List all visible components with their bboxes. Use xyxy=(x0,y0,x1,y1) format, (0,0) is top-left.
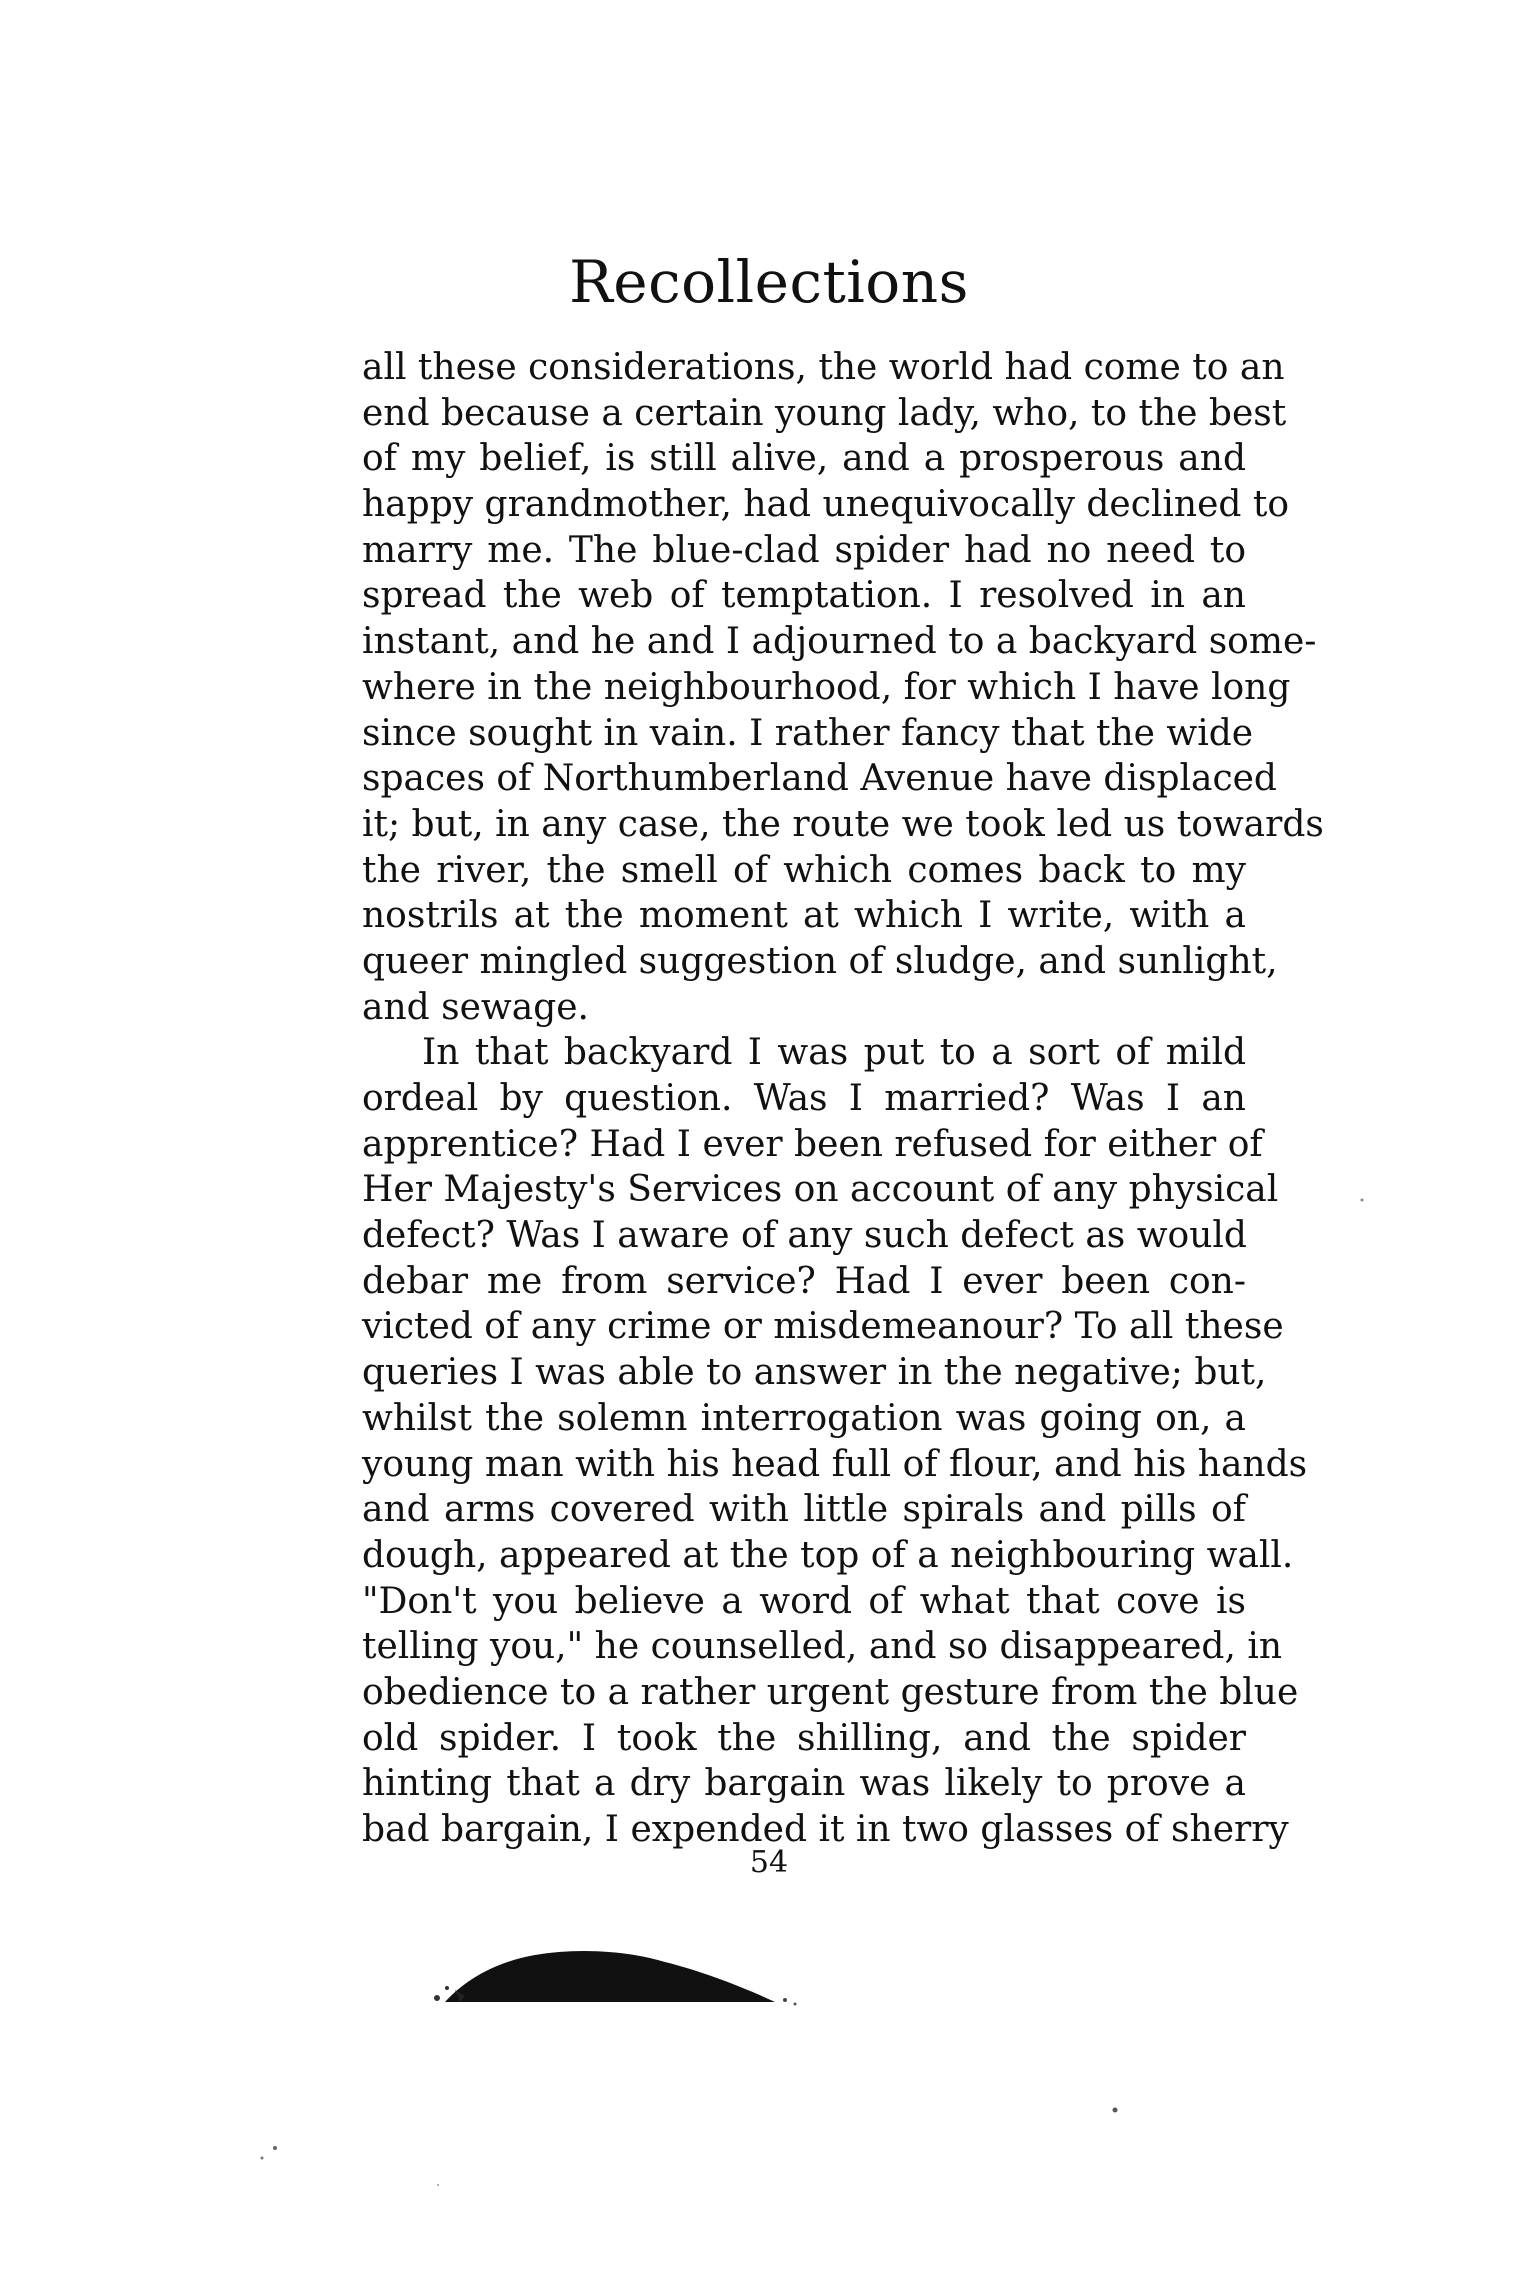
text-line: marry me. The blue-clad spider had no need to xyxy=(362,529,1246,571)
text-line: queries I was able to answer in the negative; but, xyxy=(362,1352,1267,1394)
text-line: of my belief, is still alive, and a prosperous and xyxy=(362,438,1246,480)
text-line: the river, the smell of which comes back to my xyxy=(362,849,1246,891)
paragraph-start-line: In that backyard I was put to a sort of mild xyxy=(422,1032,1246,1074)
text-line: Her Majesty's Services on account of any physical xyxy=(362,1169,1279,1211)
text-line: and arms covered with little spirals and pills of xyxy=(362,1489,1246,1531)
text-line: young man with his head full of flour, and his hands xyxy=(362,1443,1308,1485)
text-line: all these considerations, the world had come to an xyxy=(362,347,1285,388)
text-line: dough, appeared at the top of a neighbouring wall. xyxy=(362,1534,1294,1576)
paragraph-end-line: and sewage. xyxy=(362,986,589,1028)
text-line: hinting that a dry bargain was likely to prove a xyxy=(362,1763,1246,1805)
text-line: defect? Was I aware of any such defect as would xyxy=(362,1215,1247,1257)
text-line: spaces of Northumberland Avenue have displaced xyxy=(362,758,1277,800)
text-line: happy grandmother, had unequivocally declined to xyxy=(362,484,1290,526)
text-line: obedience to a rather urgent gesture from the blue xyxy=(362,1671,1299,1713)
text-line: since sought in vain. I rather fancy that the wide xyxy=(362,712,1254,754)
text-line: telling you," he counselled, and so disappeared, in xyxy=(362,1626,1283,1668)
text-line: apprentice? Had I ever been refused for either of xyxy=(362,1123,1263,1165)
text-line: it; but, in any case, the route we took led us towards xyxy=(362,803,1324,845)
text-line: where in the neighbourhood, for which I have long xyxy=(362,666,1291,708)
text-line: end because a certain young lady, who, to the best xyxy=(362,392,1287,434)
text-line: "Don't you believe a word of what that cove is xyxy=(362,1580,1246,1622)
text-line: victed of any crime or misdemeanour? To all these xyxy=(362,1306,1284,1348)
text-line: nostrils at the moment at which I write, with a xyxy=(362,895,1246,937)
text-line: whilst the solemn interrogation was going on, a xyxy=(362,1397,1246,1439)
running-head: Recollections xyxy=(569,248,969,316)
text-line: debar me from service? Had I ever been con- xyxy=(362,1260,1246,1302)
text-line: old spider. I took the shilling, and the spider xyxy=(362,1717,1246,1759)
text-line: spread the web of temptation. I resolved in an xyxy=(362,575,1246,617)
text-line: queer mingled suggestion of sludge, and sunlight, xyxy=(362,940,1278,982)
text-line: bad bargain, I expended it in two glasses of sherry xyxy=(362,1809,1289,1850)
text-line: instant, and he and I adjourned to a backyard some- xyxy=(362,621,1317,663)
page-number: 54 xyxy=(749,1845,789,1880)
text-line: ordeal by question. Was I married? Was I an xyxy=(362,1078,1246,1119)
